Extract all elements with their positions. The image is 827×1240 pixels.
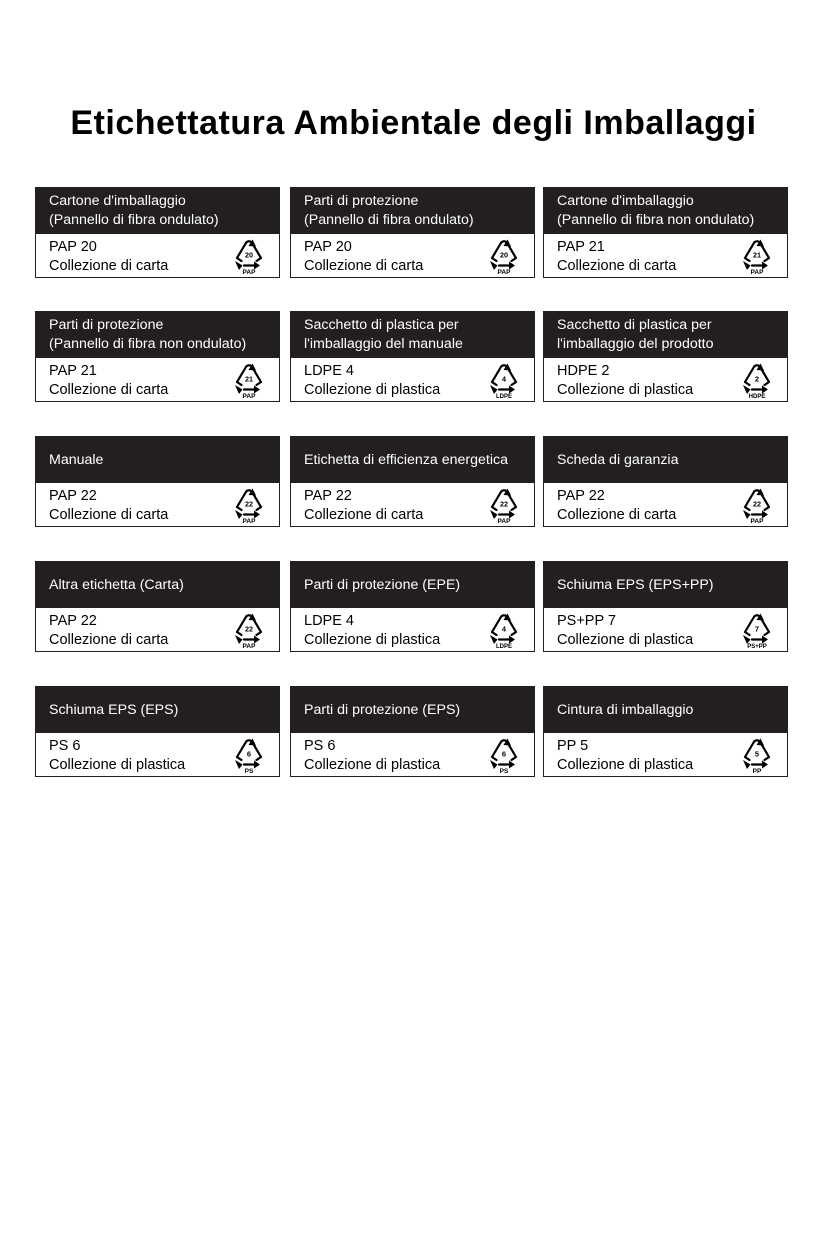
recycle-icon (232, 611, 266, 649)
card-header (36, 312, 279, 358)
card-header-line: Cintura di imballaggio (557, 701, 694, 718)
recycle-material: PS (244, 768, 254, 774)
card-header-line: (Pannello di fibra ondulato) (49, 212, 219, 228)
card-header (291, 687, 534, 733)
card-header (544, 312, 787, 358)
card-body (544, 483, 787, 526)
card-body (291, 483, 534, 526)
card-body (544, 608, 787, 651)
recycle-material: PAP (750, 269, 764, 275)
recycle-icon (487, 611, 521, 649)
recycle-icon (740, 361, 774, 399)
card-header (544, 562, 787, 608)
recycle-material: LDPE (495, 644, 513, 649)
recycle-material: PAP (242, 643, 256, 649)
card-body (291, 733, 534, 776)
card-header (36, 687, 279, 733)
label-card (290, 187, 535, 278)
recycle-number: 20 (245, 250, 253, 260)
card-body (36, 358, 279, 401)
card-header-line: Sacchetto di plastica per (304, 317, 459, 333)
label-card (543, 561, 788, 652)
recycle-material: PS (499, 768, 509, 774)
recycle-number: 2 (754, 374, 760, 384)
material-code: PS 6 (304, 738, 336, 754)
recycle-material: PP (752, 768, 762, 774)
collection-type: Collezione di carta (49, 632, 169, 648)
recycle-icon (232, 361, 266, 399)
collection-type: Collezione di carta (304, 258, 424, 274)
label-card (543, 187, 788, 278)
collection-type: Collezione di carta (557, 258, 677, 274)
label-card (543, 686, 788, 777)
card-header (544, 188, 787, 234)
recycle-material: PAP (497, 269, 511, 275)
recycle-number: 22 (753, 499, 761, 509)
card-header (291, 562, 534, 608)
card-body (36, 608, 279, 651)
recycle-icon (487, 736, 521, 774)
card-body (36, 234, 279, 277)
label-card (290, 561, 535, 652)
material-code: PAP 20 (304, 239, 352, 255)
material-code: PAP 22 (49, 613, 97, 629)
recycle-icon (740, 237, 774, 275)
card-header-line: Parti di protezione (49, 317, 164, 333)
collection-type: Collezione di plastica (557, 382, 694, 398)
label-card (35, 561, 280, 652)
card-header (544, 437, 787, 483)
label-card (543, 311, 788, 402)
material-code: PAP 22 (304, 488, 352, 504)
recycle-material: PS+PP (747, 644, 767, 649)
collection-type: Collezione di plastica (304, 382, 441, 398)
collection-type: Collezione di carta (49, 382, 169, 398)
recycle-number: 4 (501, 624, 507, 634)
recycle-material: PAP (497, 518, 511, 524)
card-header-line: Scheda di garanzia (557, 451, 679, 468)
recycle-number: 21 (245, 374, 253, 384)
recycle-icon (487, 237, 521, 275)
card-header-line: Manuale (49, 451, 104, 468)
label-card (35, 311, 280, 402)
label-card (290, 436, 535, 527)
material-code: PAP 21 (49, 363, 97, 379)
card-header-line: Parti di protezione (304, 193, 419, 209)
recycle-number: 20 (500, 250, 508, 260)
label-card (290, 686, 535, 777)
card-header-line: Schiuma EPS (EPS+PP) (557, 576, 714, 593)
material-code: PAP 20 (49, 239, 97, 255)
card-header-line: Schiuma EPS (EPS) (49, 701, 179, 718)
collection-type: Collezione di carta (49, 258, 169, 274)
card-header-line: Cartone d'imballaggio (49, 193, 186, 209)
collection-type: Collezione di carta (557, 507, 677, 523)
recycle-number: 6 (246, 749, 252, 759)
collection-type: Collezione di plastica (304, 757, 441, 773)
card-header (36, 188, 279, 234)
recycle-material: PAP (750, 518, 764, 524)
recycle-icon (232, 736, 266, 774)
material-code: PP 5 (557, 738, 589, 754)
label-card (35, 436, 280, 527)
label-card (290, 311, 535, 402)
label-card (35, 686, 280, 777)
recycle-material: PAP (242, 393, 256, 399)
card-header (291, 437, 534, 483)
collection-type: Collezione di carta (49, 507, 169, 523)
recycle-icon (232, 237, 266, 275)
collection-type: Collezione di carta (304, 507, 424, 523)
recycle-icon (487, 361, 521, 399)
card-header-line: Altra etichetta (Carta) (49, 576, 184, 593)
recycle-material: PAP (242, 518, 256, 524)
label-card (543, 436, 788, 527)
card-body (36, 733, 279, 776)
card-header (36, 437, 279, 483)
recycle-number: 22 (500, 499, 508, 509)
card-body (291, 234, 534, 277)
card-header (544, 687, 787, 733)
recycle-number: 21 (753, 250, 761, 260)
card-header (291, 312, 534, 358)
recycle-icon (740, 611, 774, 649)
card-header-line: Etichetta di efficienza energetica (304, 451, 509, 468)
recycle-icon (740, 736, 774, 774)
card-header-line: (Pannello di fibra non ondulato) (49, 336, 247, 352)
page-title: Etichettatura Ambientale degli Imballaggi (70, 104, 757, 142)
recycle-number: 22 (245, 499, 253, 509)
card-body (544, 358, 787, 401)
material-code: PAP 21 (557, 239, 605, 255)
card-header-line: (Pannello di fibra ondulato) (304, 212, 474, 228)
collection-type: Collezione di plastica (557, 632, 694, 648)
recycle-number: 7 (754, 624, 760, 634)
material-code: PS 6 (49, 738, 81, 754)
material-code: PAP 22 (557, 488, 605, 504)
material-code: PAP 22 (49, 488, 97, 504)
card-body (544, 733, 787, 776)
recycle-icon (740, 486, 774, 524)
collection-type: Collezione di plastica (49, 757, 186, 773)
collection-type: Collezione di plastica (557, 757, 694, 773)
recycle-number: 22 (245, 624, 253, 634)
material-code: LDPE 4 (304, 613, 354, 629)
recycle-material: PAP (242, 269, 256, 275)
recycle-material: HDPE (748, 394, 766, 399)
recycle-icon (487, 486, 521, 524)
card-header-line: l'imballaggio del manuale (304, 336, 463, 352)
label-card (35, 187, 280, 278)
card-body (291, 358, 534, 401)
recycle-number: 6 (501, 749, 507, 759)
recycle-icon (232, 486, 266, 524)
card-header-line: Parti di protezione (EPE) (304, 576, 461, 593)
card-header-line: (Pannello di fibra non ondulato) (557, 212, 755, 228)
card-header-line: l'imballaggio del prodotto (557, 336, 714, 352)
material-code: HDPE 2 (557, 363, 610, 379)
card-body (36, 483, 279, 526)
card-header-line: Parti di protezione (EPS) (304, 701, 461, 718)
material-code: PS+PP 7 (557, 613, 616, 629)
collection-type: Collezione di plastica (304, 632, 441, 648)
recycle-number: 5 (754, 749, 760, 759)
material-code: LDPE 4 (304, 363, 354, 379)
card-body (544, 234, 787, 277)
recycle-material: LDPE (495, 394, 513, 399)
card-header (291, 188, 534, 234)
card-body (291, 608, 534, 651)
card-header-line: Sacchetto di plastica per (557, 317, 712, 333)
card-header (36, 562, 279, 608)
card-header-line: Cartone d'imballaggio (557, 193, 694, 209)
recycle-number: 4 (501, 374, 507, 384)
